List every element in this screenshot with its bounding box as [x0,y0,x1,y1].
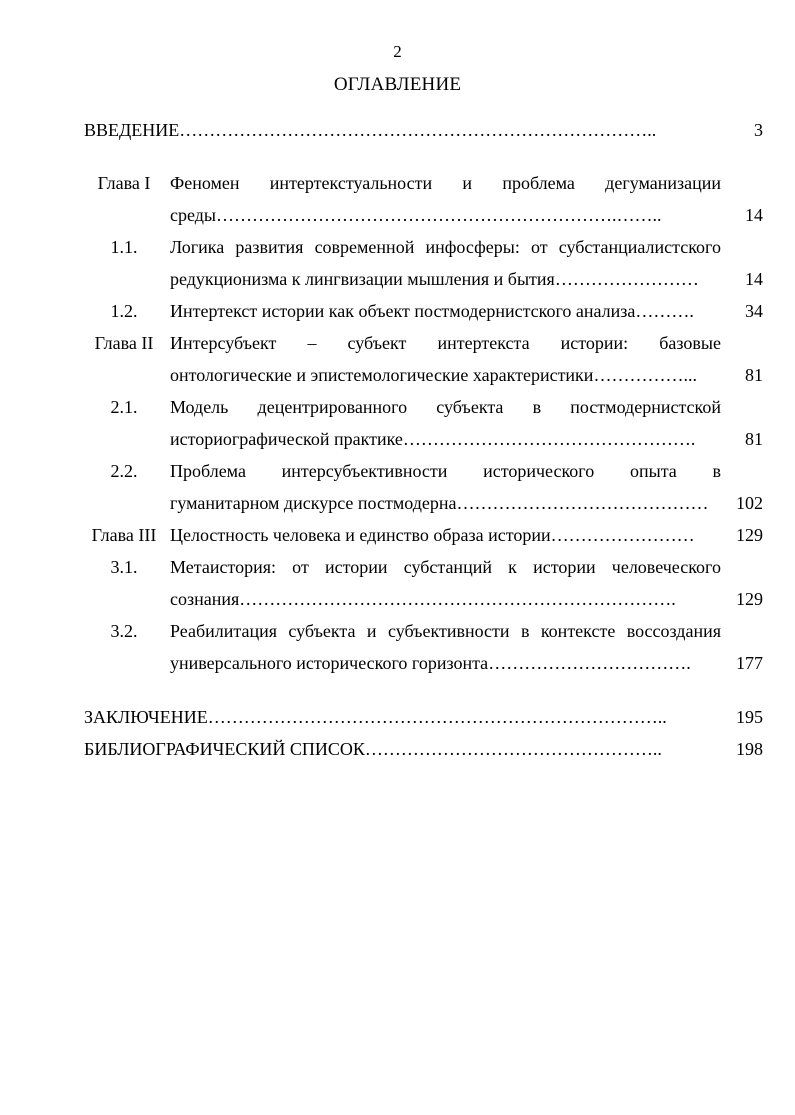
toc-entry-text: Метаистория: от истории субстанций к истории человеческого [170,557,721,577]
toc-entry-text: Логика развития современной инфосферы: от субстанциалистского [170,237,721,257]
toc-entry-chapter-1-cont[interactable] [0,205,795,237]
toc-label: 1.2. [110,301,138,321]
toc-entry-intro[interactable] [0,120,795,152]
toc-label: Глава II [94,333,154,353]
toc-entry-text: среды………………………………………………………….…….. [170,205,662,225]
toc-page-number: 129 [736,589,763,609]
toc-label: 2.2. [110,461,138,481]
toc-page-number: 14 [745,269,763,289]
toc-label: 3.1. [110,557,138,577]
toc-entry-section-1-1-cont[interactable] [0,269,795,301]
toc-entry-section-3-2[interactable] [0,621,795,653]
toc-entry-text: Феномен интертекстуальности и проблема дегуманизации [170,173,721,193]
toc-entry-section-2-2-cont[interactable] [0,493,795,525]
toc-entry-section-1-2[interactable] [0,301,795,333]
toc-page-number: 102 [736,493,763,513]
toc-entry-section-3-1[interactable] [0,557,795,589]
toc-label: Глава III [91,525,157,545]
toc-label: Глава I [97,173,151,193]
toc-entry-text: Интерсубъект – субъект интертекста истории: базовые [170,333,721,353]
toc-entry-section-2-1-cont[interactable] [0,429,795,461]
toc-label: 2.1. [110,397,138,417]
toc-entry-text: Интертекст истории как объект постмодернистского анализа………. [170,301,694,321]
toc-entry-text: БИБЛИОГРАФИЧЕСКИЙ СПИСОК………………………………………….. [84,739,662,759]
toc-entry-text: Проблема интерсубъективности исторического опыта в [170,461,721,481]
toc-page-number: 81 [745,429,763,449]
toc-entry-section-2-1[interactable] [0,397,795,429]
toc-page-number: 129 [736,525,763,545]
toc-entry-section-2-2[interactable] [0,461,795,493]
page-title: ОГЛАВЛЕНИЕ [333,74,462,95]
page-number: 2 [393,42,402,61]
toc-entry-bibliography[interactable] [0,739,795,771]
toc-entry-text: Модель децентрированного субъекта в постмодернистской [170,397,721,417]
toc-entry-chapter-2[interactable] [0,333,795,365]
toc-page-number: 14 [745,205,763,225]
toc-entry-chapter-1[interactable] [0,173,795,205]
toc-page-number: 34 [745,301,763,321]
toc-entry-text: ВВЕДЕНИЕ…………………………………………………………………….. [84,120,657,140]
toc-entry-text: Целостность человека и единство образа истории…………………… [170,525,695,545]
toc-entry-text: универсального исторического горизонта……………………………. [170,653,691,673]
toc-label: 1.1. [110,237,138,257]
toc-entry-chapter-3[interactable] [0,525,795,557]
toc-page-number: 81 [745,365,763,385]
toc-page-number: 3 [754,120,763,140]
toc-entry-section-3-1-cont[interactable] [0,589,795,621]
toc-entry-text: сознания………………………………………………………………. [170,589,676,609]
toc-entry-text: Реабилитация субъекта и субъективности в контексте воссоздания [170,621,721,641]
toc-entry-text: онтологические и эпистемологические характеристики……………... [170,365,697,385]
toc-entry-section-1-1[interactable] [0,237,795,269]
toc-entry-text: гуманитарном дискурсе постмодерна…………………………………… [170,493,709,513]
toc-entry-text: редукционизма к лингвизации мышления и бытия…………………… [170,269,699,289]
toc-label: 3.2. [110,621,138,641]
toc-entry-conclusion[interactable] [0,707,795,739]
toc-entry-text: историографической практике…………………………………………. [170,429,696,449]
toc-page-number: 177 [736,653,763,673]
toc-entry-chapter-2-cont[interactable] [0,365,795,397]
toc-page-number: 198 [736,739,763,759]
toc-entry-section-3-2-cont[interactable] [0,653,795,685]
toc-entry-text: ЗАКЛЮЧЕНИЕ………………………………………………………………….. [84,707,667,727]
toc-page-number: 195 [736,707,763,727]
